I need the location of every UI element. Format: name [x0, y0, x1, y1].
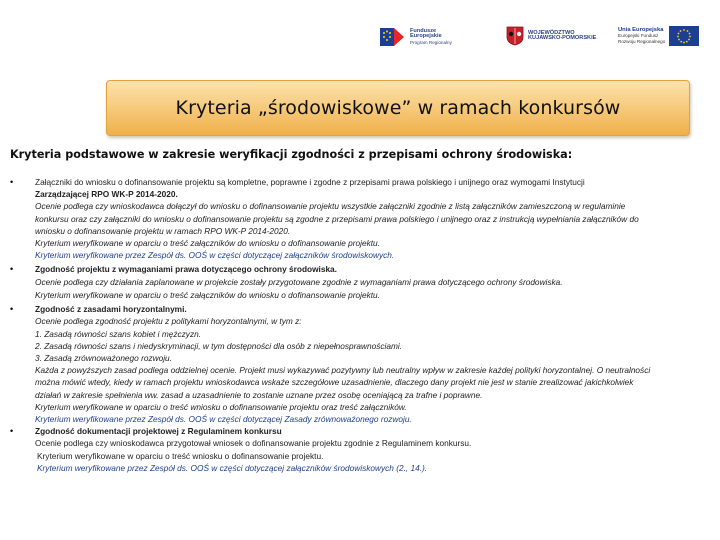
ooś-team-note: Kryterium weryfikowane przez Zespół ds. OOŚ w części dotyczącej załączników środowiskowych (2., 14.). [37, 462, 428, 473]
criterion-description: wniosku o dofinansowanie projektu w ramach RPO WK-P 2014-2020. [35, 225, 291, 236]
fundusze-europejskie-logo [378, 26, 452, 48]
principle-2: 2. Zasadą równości szans i niedyskryminacji, w tym dostępności dla osób z niepełnosprawnościami. [35, 340, 403, 351]
ooś-team-note: Kryterium weryfikowane przez Zespół ds. OOŚ w części dotyczącej Zasady zrównoważonego rozwoju. [35, 414, 412, 425]
verification-note: Kryterium weryfikowane w oparciu o treść wniosku o dofinansowanie projektu. [37, 450, 324, 461]
criterion-description: można mówić wtedy, kiedy w ramach projektu wnioskodawca wskaże szczegółowe uzasadnienie, dlaczego dany projekt nie jest w stanie zrealizować jakichkolwiek [35, 377, 634, 388]
list-item [10, 425, 712, 474]
list-item [10, 176, 712, 261]
criterion-description: działań w zakresie spełnienia ww. zasad a uzasadnienie to zostanie uznane przez osobę oceniającą za trafne i poprawne. [35, 389, 483, 400]
kp-line2: KUJAWSKO-POMORSKIE [528, 35, 597, 41]
criterion-description: Ocenie podlega czy działania zaplanowane w projekcie zostały przygotowane zgodnie z wymaganiami prawa dotyczącego ochrony środowiska. [35, 277, 563, 288]
bullet-marker: • [10, 304, 14, 315]
verification-note: Kryterium weryfikowane w oparciu o treść wniosku o dofinansowanie projektu oraz treść załączników. [35, 401, 407, 412]
fundusze-europejskie-stars-icon [378, 26, 406, 48]
criterion-description: Każda z powyższych zasad podlega oddzielnej ocenie. Projekt musi wykazywać pozytywny lub neutralny wpływ w zakresie każdej polityki horyzontalnej. O neutralności [35, 365, 651, 376]
principle-1: 1. Zasadą równości szans kobiet i mężczyzn. [35, 328, 202, 339]
kp-line1: WOJEWÓDZTWO [528, 29, 575, 36]
unia-europejska-logo [618, 26, 699, 46]
verification-note: Kryterium weryfikowane w oparciu o treść załączników do wniosku o dofinansowanie projektu. [35, 238, 380, 249]
criteria-list [10, 176, 712, 474]
section-heading: Kryteria podstawowe w zakresie weryfikacji zgodności z przepisami ochrony środowiska: [10, 148, 573, 161]
verification-note: Kryterium weryfikowane w oparciu o treść załączników do wniosku o dofinansowanie projektu. [35, 289, 380, 300]
eu-flag-icon [669, 26, 699, 46]
ue-line1: Unia Europejska [618, 26, 664, 33]
criterion-description: Ocenie podlega czy wnioskodawca przygotował wniosek o dofinansowanie projektu zgodnie z Regulaminem konkursu. [35, 438, 472, 449]
ooś-team-note: Kryterium weryfikowane przez Zespół ds. OOŚ w części dotyczącej załączników środowiskowych. [35, 250, 395, 261]
title-banner [106, 80, 690, 136]
criterion-title: Zgodność dokumentacji projektowej z Regulaminem konkursu [35, 426, 282, 437]
criterion-description: Ocenie podlega zgodność projektu z politykami horyzontalnymi, w tym z: [35, 316, 302, 327]
principle-3: 3. Zasadą zrównoważonego rozwoju. [35, 353, 172, 364]
logo-bar [0, 0, 720, 72]
bullet-marker: • [10, 426, 14, 437]
criterion-title: Załączniki do wniosku o dofinansowanie projektu są kompletne, poprawne i zgodne z przepisami prawa polskiego i unijnego oraz wymogami Instytucji [35, 177, 585, 187]
kujawsko-pomorskie-logo [506, 26, 596, 46]
page-title: Kryteria „środowiskowe” w ramach konkursów [175, 97, 621, 119]
criterion-title-cont: Zarządzającej RPO WK-P 2014-2020. [35, 189, 178, 200]
coat-of-arms-icon [506, 26, 524, 46]
fe-line1: Fundusze [410, 27, 437, 34]
ue-line3: Rozwoju Regionalnego [618, 38, 666, 44]
criterion-title: Zgodność z zasadami horyzontalnymi. [35, 304, 187, 315]
ue-line2: Europejski Fundusz [618, 33, 659, 39]
fe-line2: Europejskie [410, 33, 442, 40]
bullet-marker: • [10, 177, 14, 187]
fe-line3: Program Regionalny [410, 39, 452, 45]
list-item [10, 303, 712, 425]
criterion-description: Ocenie podlega czy wnioskodawca dołączył do wniosku o dofinansowanie projektu wszystkie załączniki zgodnie z listą załączników zamieszczoną w regulaminie [35, 201, 626, 212]
criterion-title: Zgodność projektu z wymaganiami prawa dotyczącego ochrony środowiska. [35, 264, 337, 275]
bullet-marker: • [10, 264, 14, 275]
list-item [10, 263, 712, 301]
criterion-description: konkursu oraz czy załączniki do wniosku o dofinansowanie projektu są zgodne z przepisami prawa polskiego i unijnego oraz z instrukcją wypełniania załączników do [35, 213, 639, 224]
